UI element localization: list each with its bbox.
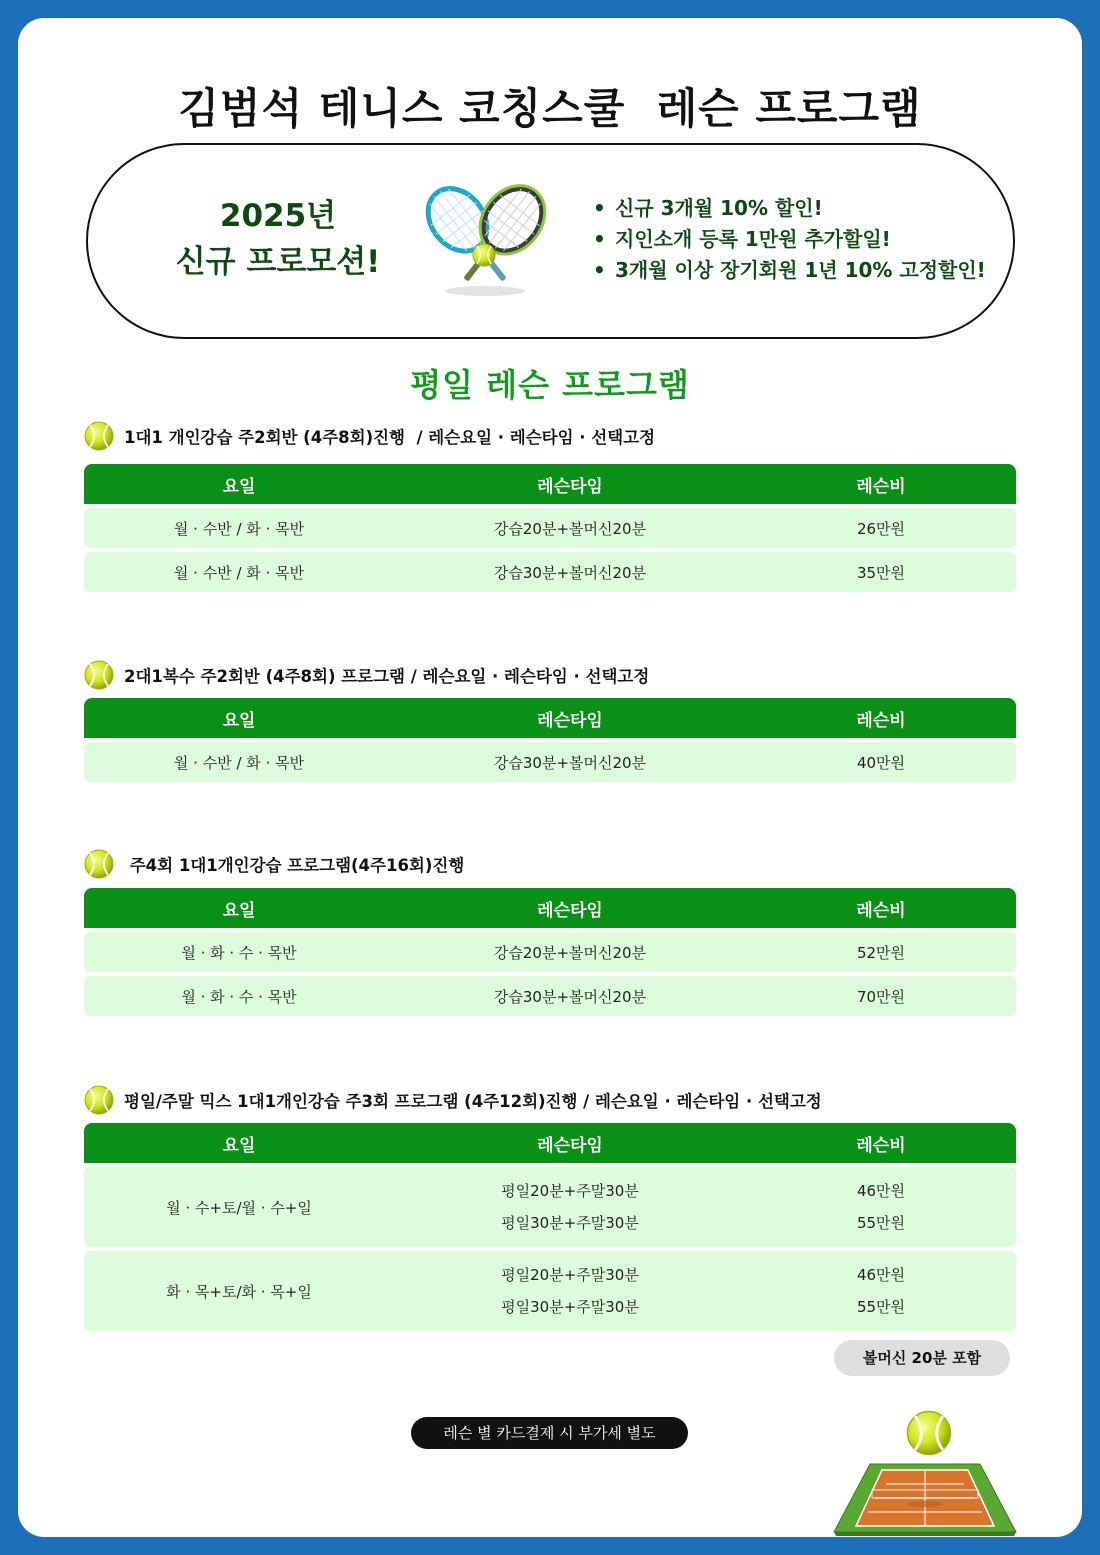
table-row [84,1167,1016,1247]
tennis-court-illustration [830,1404,1020,1536]
header-time: 레슨타임 [537,1135,603,1156]
cell-fee: 26만원 [856,519,906,538]
header-fee: 레슨비 [856,1135,906,1156]
cell-time: 강습30분+볼머신20분 [493,563,647,582]
page-title: 김범석 테니스 코칭스쿨 레슨 프로그램 [178,84,922,133]
header-day: 요일 [222,476,256,497]
tennis-rackets-icon [420,183,550,301]
cell-day: 월 · 수+토/월 · 수+일 [166,1198,312,1217]
ball-machine-note: 볼머신 20분 포함 [834,1340,1010,1376]
fee-option: 55만원 [856,1298,906,1316]
vat-note: 레슨 별 카드결제 시 부가세 별도 [411,1417,688,1449]
promo-bullet: • 신규 3개월 10% 할인! [593,193,986,224]
tennis-ball-icon [84,660,114,690]
header-fee: 레슨비 [856,900,906,921]
cell-fee: 40만원 [856,753,906,772]
tennis-ball-icon [84,421,114,451]
time-option: 평일30분+주말30분 [501,1298,639,1316]
promo-headline-block [158,193,398,285]
tennis-ball-icon [84,1085,114,1115]
header-fee: 레슨비 [856,476,906,497]
table-row [84,1251,1016,1331]
fee-option: 55만원 [856,1214,906,1232]
header-time: 레슨타임 [537,476,603,497]
header-day: 요일 [222,900,256,921]
program-heading [84,1083,822,1117]
table-header [84,1123,1016,1163]
cell-time: 강습20분+볼머신20분 [493,519,647,538]
cell-fees [746,1259,1016,1323]
table-row [84,508,1016,548]
cell-times [394,1175,746,1239]
cell-day: 월 · 수반 / 화 · 목반 [173,753,305,772]
program-heading-text: 주4회 1대1개인강습 프로그램(4주16회)진행 [124,856,465,875]
header-day: 요일 [222,1135,256,1156]
header-time: 레슨타임 [537,710,603,731]
time-option: 평일30분+주말30분 [501,1214,639,1232]
cell-day: 화 · 목+토/화 · 목+일 [166,1282,312,1301]
promo-year: 2025년 [219,198,337,234]
time-option: 평일20분+주말30분 [501,1266,639,1284]
program-heading [84,419,655,453]
table-header [84,888,1016,928]
cell-time: 강습30분+볼머신20분 [493,987,647,1006]
promo-bullet: • 3개월 이상 장기회원 1년 10% 고정할인! [593,255,986,286]
program-heading-text: 1대1 개인강습 주2회반 (4주8회)진행 / 레슨요일 · 레슨타임 · 선택고정 [124,428,656,447]
table-row [84,976,1016,1016]
table-row [84,742,1016,782]
cell-fee: 35만원 [856,563,906,582]
header-day: 요일 [222,710,256,731]
promo-bullet: • 지인소개 등록 1만원 추가할일! [593,224,986,255]
tennis-ball-icon [84,849,114,879]
promo-banner [86,143,1015,339]
cell-day: 월 · 화 · 수 · 목반 [181,943,297,962]
cell-fee: 70만원 [856,987,906,1006]
cell-time: 강습20분+볼머신20분 [493,943,647,962]
cell-time: 강습30분+볼머신20분 [493,753,647,772]
table-row [84,932,1016,972]
program-table [84,464,1016,596]
program-heading [84,847,464,881]
poster-sheet [18,18,1082,1537]
fee-option: 46만원 [856,1182,906,1200]
cell-fee: 52만원 [856,943,906,962]
program-heading [84,658,649,692]
promo-headline: 신규 프로모션! [175,244,381,280]
promo-bullet-list [593,193,986,286]
program-heading-text: 평일/주말 믹스 1대1개인강습 주3회 프로그램 (4주12회)진행 / 레슨요일 · 레슨타임 · 선택고정 [124,1092,822,1111]
header-fee: 레슨비 [856,710,906,731]
cell-day: 월 · 화 · 수 · 목반 [181,987,297,1006]
cell-day: 월 · 수반 / 화 · 목반 [173,563,305,582]
header-time: 레슨타임 [537,900,603,921]
program-table [84,698,1016,786]
cell-day: 월 · 수반 / 화 · 목반 [173,519,305,538]
fee-option: 46만원 [856,1266,906,1284]
program-heading-text: 2대1복수 주2회반 (4주8회) 프로그램 / 레슨요일 · 레슨타임 · 선택고정 [124,667,650,686]
table-row [84,552,1016,592]
table-header [84,464,1016,504]
program-table [84,1123,1016,1335]
time-option: 평일20분+주말30분 [501,1182,639,1200]
section-title: 평일 레슨 프로그램 [410,366,690,404]
cell-times [394,1259,746,1323]
cell-fees [746,1175,1016,1239]
program-table [84,888,1016,1020]
table-header [84,698,1016,738]
